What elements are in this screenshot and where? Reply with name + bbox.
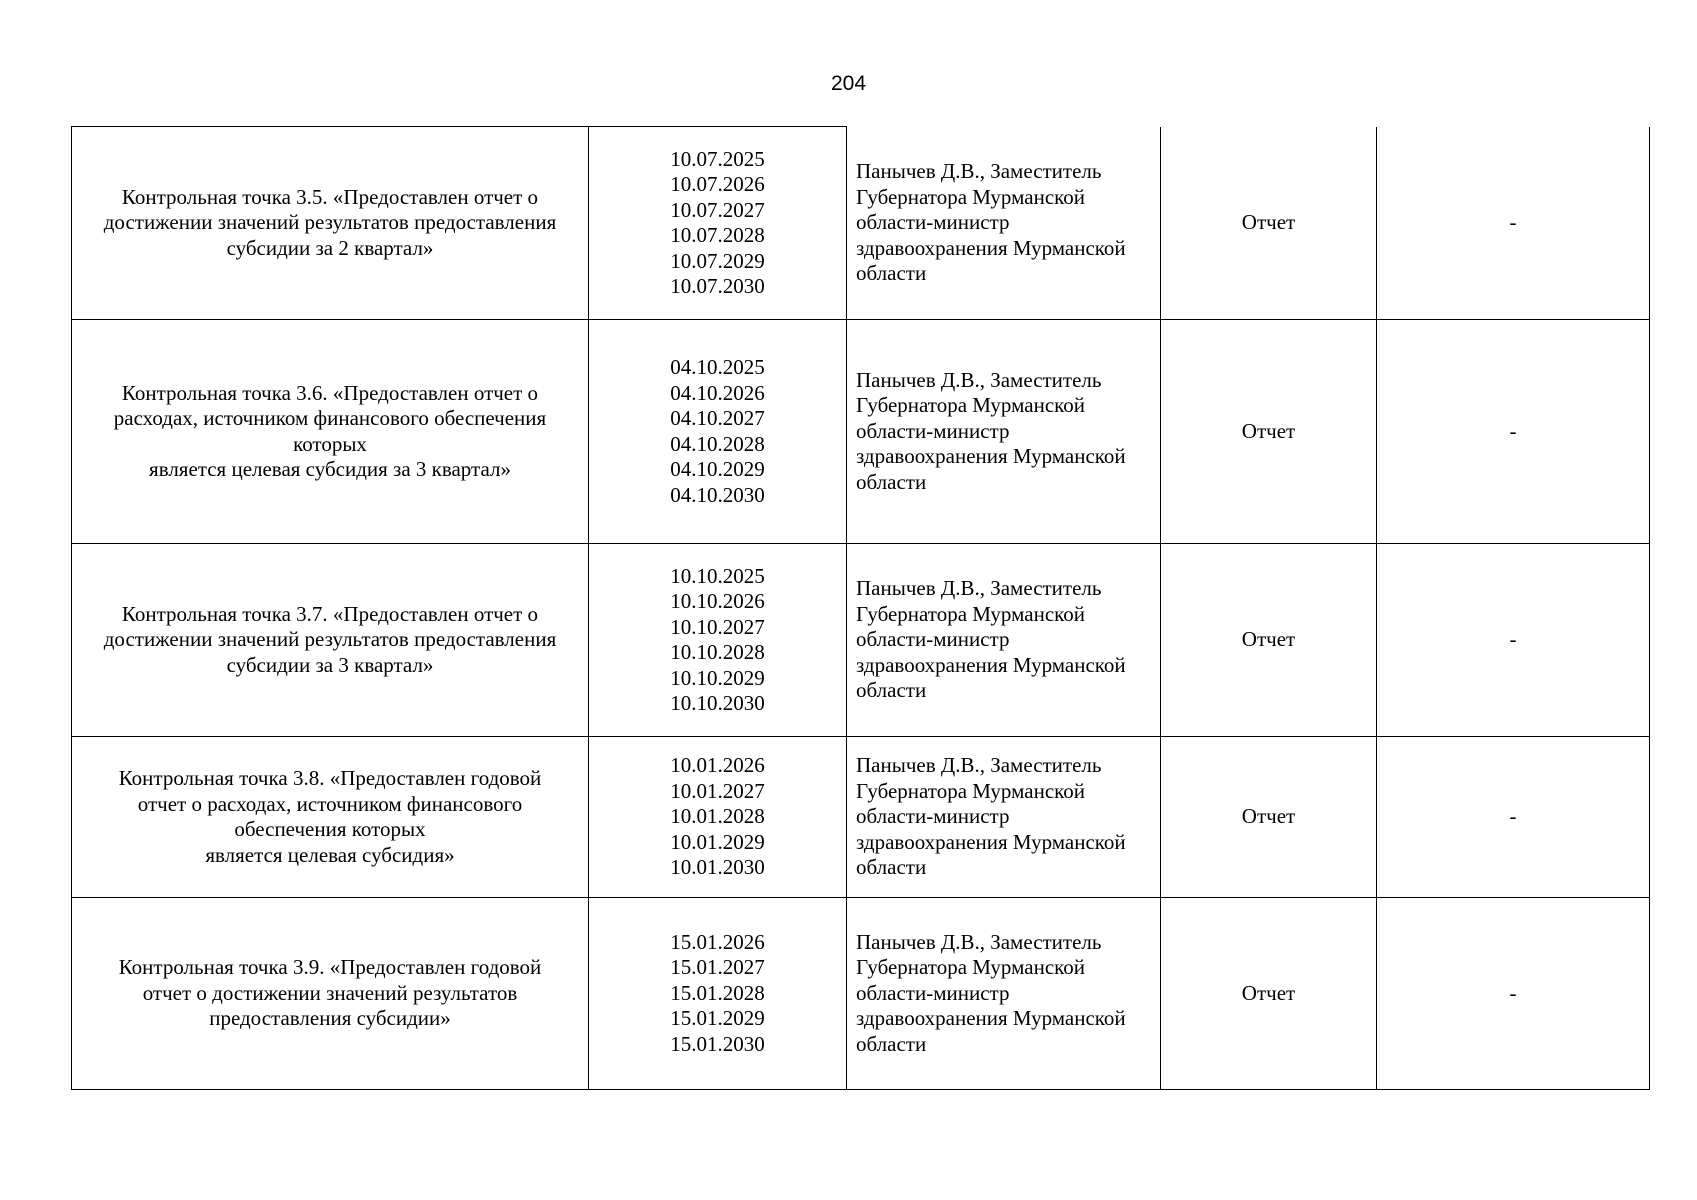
control-point-name: Контрольная точка 3.5. «Предоставлен отчет о достижении значений результатов предоставления субсидии за 2 квартал» bbox=[72, 127, 589, 320]
control-points-table bbox=[71, 126, 1650, 1090]
responsible-person: Панычев Д.В., Заместитель Губернатора Мурманской области-министр здравоохранения Мурманской области bbox=[847, 320, 1161, 544]
control-point-name: Контрольная точка 3.7. «Предоставлен отчет о достижении значений результатов предоставления субсидии за 3 квартал» bbox=[72, 544, 589, 737]
table-row bbox=[72, 898, 1650, 1090]
document-type: Отчет bbox=[1161, 544, 1377, 737]
control-point-name: Контрольная точка 3.6. «Предоставлен отчет о расходах, источником финансового обеспечения которых является целевая субсидия за 3 квартал» bbox=[72, 320, 589, 544]
control-point-name: Контрольная точка 3.9. «Предоставлен годовой отчет о достижении значений результатов предоставления субсидии» bbox=[72, 898, 589, 1090]
document-type: Отчет bbox=[1161, 898, 1377, 1090]
page-number: 204 bbox=[830, 72, 867, 95]
note-cell: - bbox=[1377, 127, 1650, 320]
note-cell: - bbox=[1377, 898, 1650, 1090]
control-point-dates: 04.10.2025 04.10.2026 04.10.2027 04.10.2028 04.10.2029 04.10.2030 bbox=[589, 320, 847, 544]
control-point-dates: 10.10.2025 10.10.2026 10.10.2027 10.10.2028 10.10.2029 10.10.2030 bbox=[589, 544, 847, 737]
document-type: Отчет bbox=[1161, 320, 1377, 544]
document-type: Отчет bbox=[1161, 737, 1377, 898]
control-point-name: Контрольная точка 3.8. «Предоставлен годовой отчет о расходах, источником финансового обеспечения которых является целевая субсидия» bbox=[72, 737, 589, 898]
responsible-person: Панычев Д.В., Заместитель Губернатора Мурманской области-министр здравоохранения Мурманской области bbox=[847, 737, 1161, 898]
table-row bbox=[72, 737, 1650, 898]
note-cell: - bbox=[1377, 320, 1650, 544]
responsible-person: Панычев Д.В., Заместитель Губернатора Мурманской области-министр здравоохранения Мурманской области bbox=[847, 127, 1161, 320]
responsible-person: Панычев Д.В., Заместитель Губернатора Мурманской области-министр здравоохранения Мурманской области bbox=[847, 898, 1161, 1090]
control-point-dates: 15.01.2026 15.01.2027 15.01.2028 15.01.2029 15.01.2030 bbox=[589, 898, 847, 1090]
responsible-person: Панычев Д.В., Заместитель Губернатора Мурманской области-министр здравоохранения Мурманской области bbox=[847, 544, 1161, 737]
table-row bbox=[72, 127, 1650, 320]
control-point-dates: 10.01.2026 10.01.2027 10.01.2028 10.01.2029 10.01.2030 bbox=[589, 737, 847, 898]
document-type: Отчет bbox=[1161, 127, 1377, 320]
table-row bbox=[72, 544, 1650, 737]
note-cell: - bbox=[1377, 737, 1650, 898]
note-cell: - bbox=[1377, 544, 1650, 737]
table-row bbox=[72, 320, 1650, 544]
control-point-dates: 10.07.2025 10.07.2026 10.07.2027 10.07.2028 10.07.2029 10.07.2030 bbox=[589, 127, 847, 320]
